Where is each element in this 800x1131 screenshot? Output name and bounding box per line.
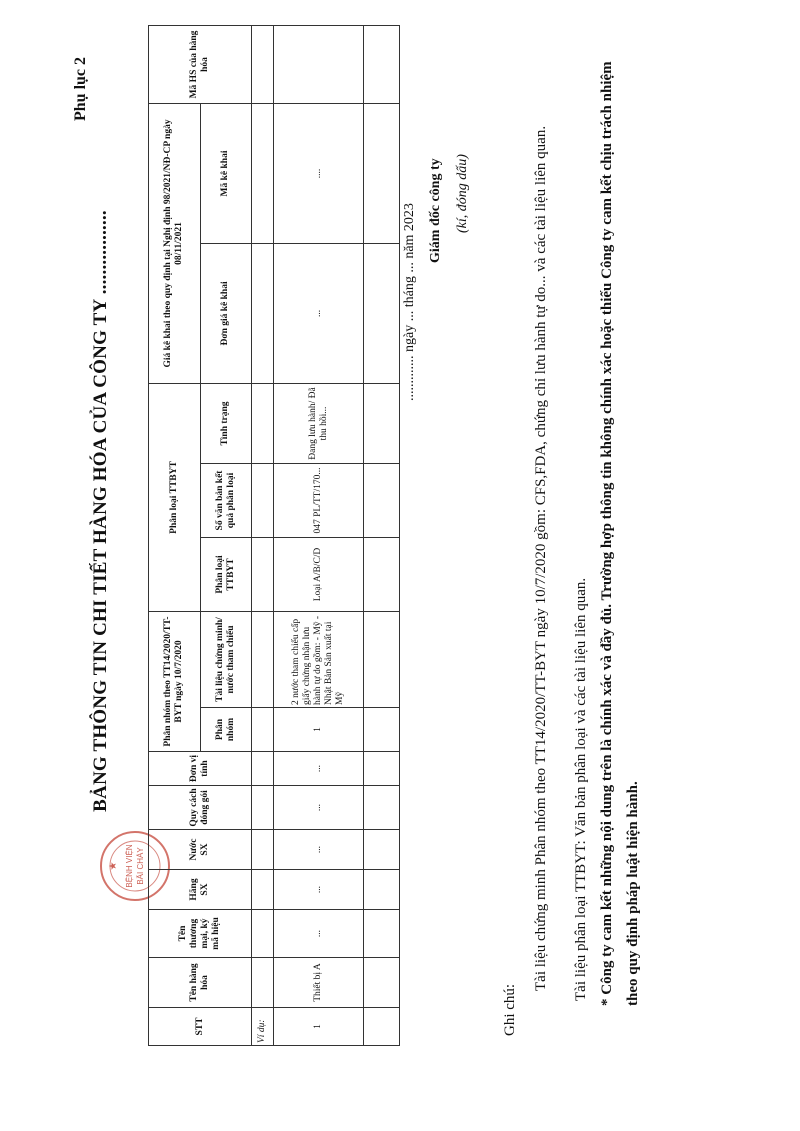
header-ten-thuong-mai: Tên thương mại, ký mã hiệu (149, 910, 252, 958)
table-row-example-label (252, 25, 274, 1045)
cell-ma-hs (274, 25, 364, 103)
note-line-1: Tài liệu chứng minh Phân nhóm theo TT14/2020/TT-BYT ngày 10/7/2020 gồm: CFS,FDA, chứng chỉ lưu hành tự do... và các tài liệu liên quan. (533, 125, 549, 991)
header-tinh-trang: Tình trạng (200, 383, 252, 463)
table-row-empty (364, 25, 400, 1045)
header-hang-sx: Hãng SX (149, 870, 252, 910)
note-line-3: * Công ty cam kết những nội dung trên là chính xác và đầy đủ. Trường hợp thông tin không chính xác hoặc thiếu Công ty cam kết chịu trách nhiệm theo quy định pháp luật hiện hành. (599, 61, 641, 1006)
header-gia-group: Giá kê khai theo quy định tại Nghị định 98/2021/NĐ-CP ngày 08/11/2021 (149, 103, 201, 383)
cell-so-van-ban: 047 PL/TT/170... (274, 464, 364, 538)
example-label: Ví dụ: (252, 1008, 274, 1046)
cell-hang-sx: ... (274, 870, 364, 910)
header-phan-loai: Phân loại TTBYT (200, 538, 252, 612)
cell-tinh-trang: Đang lưu hành/ Đã thu hồi... (274, 383, 364, 463)
table-row (274, 25, 364, 1045)
header-phan-nhom-group: Phân nhóm theo TT14/2020/TT-BYT ngày 10/7/2020 (149, 612, 201, 752)
rotated-page: Phụ lục 2 BẢNG THÔNG TIN CHI TIẾT HÀNG HÓA CỦA CÔNG TY ................. BỆNH VIỆN BÃI CHÁY ★ STT Tên hàng hóa Tên thương mại, ký mã hiệu Hãng SX Nước SX Quy cách đóng gói Đơn vị tính Phân nhóm theo TT14/2020/TT-BYT ngày 10/7/2020 Phân loại TTBYT Giá kê khai theo quy định tại Nghị định 98/2021/NĐ-CP ngày 08/11/2021 Mã HS của hàng hóa Phân nhóm Tài liệu chứng minh/ nước tham chiếu Phân loại TTBYT Số văn bản kết quả phân loại Tình trạng Đơn giá kê khai Mã kê khai Ví dụ: 1 Thiết bị A ... ... ... ... ... 1 2 nước tham chiếu cấp giấy chứng nhận lưu hành tự do gồm: - Mỹ - Nhật Bản Sản xuất tại Mỹ Loại A/B/C/D 047 PL/TT/170... Đang lưu hành/ Đã thu hồi... ... .... ............. ngày ... tháng ... năm 2023 Giám đốc công ty (kí, đóng dấu) Ghi chú: Tài liệu chứng minh Phân nhóm theo TT14/2020/TT-BYT ngày 10/7/2020 gồm: CFS,FDA, chứng chỉ lưu hành tự do... và các tài liệu liên quan. Tài liệu phân loại TTBYT: Văn bản phân loại và các tài liệu liên quan. * Công ty cam kết những nội dung trên là chính xác và đầy đủ. Trường hợp thông tin không chính xác hoặc thiếu Công ty cam kết chịu trách nhiệm theo quy định pháp luật hiện hành. (0, 0, 800, 1131)
document-title: BẢNG THÔNG TIN CHI TIẾT HÀNG HÓA CỦA CÔNG TY ................. (90, 210, 111, 812)
header-don-vi-tinh: Đơn vị tính (149, 752, 252, 786)
svg-text:★: ★ (108, 861, 119, 871)
header-ma-hs: Mã HS của hàng hóa (149, 25, 252, 103)
header-phan-nhom: Phân nhóm (200, 708, 252, 752)
cell-phan-nhom: 1 (274, 708, 364, 752)
signature-date: ............. ngày ... tháng ... năm 2023 (402, 203, 417, 401)
cell-ten-thuong-mai: ... (274, 910, 364, 958)
header-phan-loai-group: Phân loại TTBYT (149, 383, 201, 611)
cell-ma-ke-khai: .... (274, 103, 364, 243)
cell-quy-cach: ... (274, 786, 364, 830)
note-line-2: Tài liệu phân loại TTBYT: Văn bản phân loại và các tài liệu liên quan. (573, 577, 589, 1001)
header-row-1 (149, 25, 201, 1045)
header-don-gia: Đơn giá kê khai (200, 243, 252, 383)
notes-label: Ghi chú: (502, 983, 518, 1036)
header-nuoc-sx: Nước SX (149, 830, 252, 870)
header-ma-ke-khai: Mã kê khai (200, 103, 252, 243)
cell-don-gia: ... (274, 243, 364, 383)
svg-text:BÃI CHÁY: BÃI CHÁY (136, 847, 145, 885)
header-ten-hang-hoa: Tên hàng hóa (149, 958, 252, 1008)
svg-text:BỆNH VIỆN: BỆNH VIỆN (125, 844, 134, 888)
signature-note: (kí, đóng dấu) (455, 154, 470, 233)
header-stt: STT (149, 1008, 252, 1046)
signature-title: Giám đốc công ty (428, 158, 443, 263)
product-info-table (148, 25, 400, 1046)
cell-nuoc-sx: ... (274, 830, 364, 870)
cell-don-vi-tinh: ... (274, 752, 364, 786)
header-tai-lieu: Tài liệu chứng minh/ nước tham chiếu (200, 612, 252, 708)
header-so-van-ban: Số văn bản kết quả phân loại (200, 464, 252, 538)
cell-tai-lieu: 2 nước tham chiếu cấp giấy chứng nhận lưu hành tự do gồm: - Mỹ - Nhật Bản Sản xuất tại Mỹ (274, 612, 364, 708)
header-quy-cach: Quy cách đóng gói (149, 786, 252, 830)
cell-ten-hang-hoa: Thiết bị A (274, 958, 364, 1008)
cell-phan-loai: Loại A/B/C/D (274, 538, 364, 612)
cell-stt: 1 (274, 1008, 364, 1046)
